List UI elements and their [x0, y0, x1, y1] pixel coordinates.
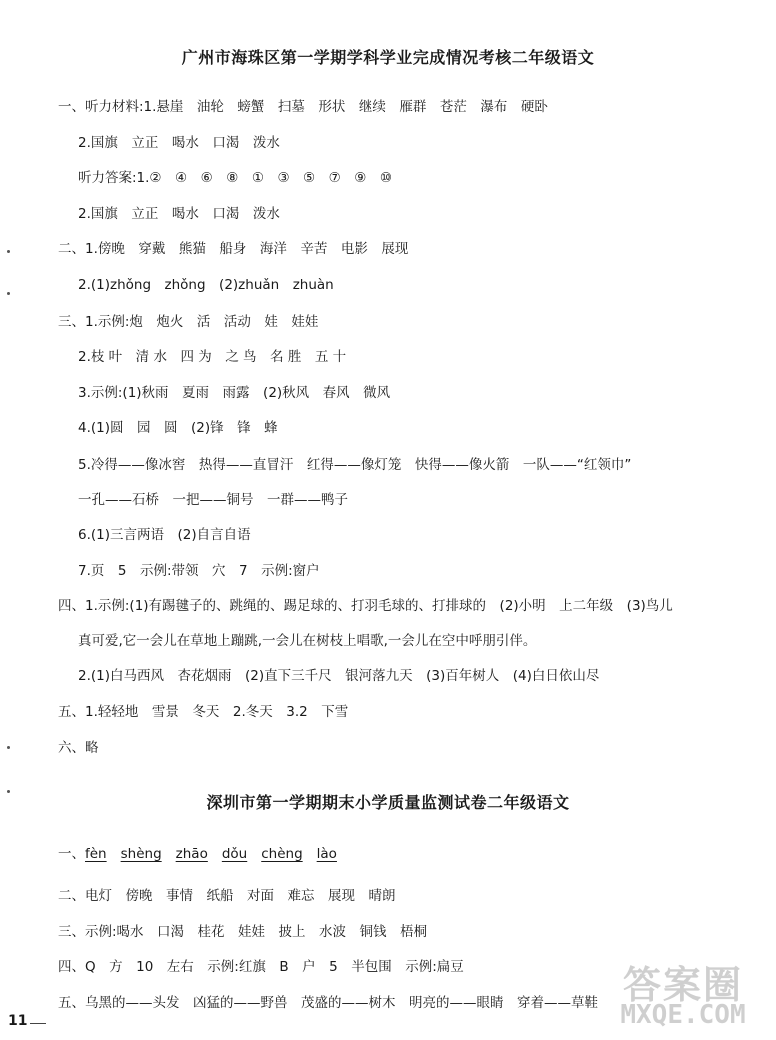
s1-line-4: 2.国旗 立正 喝水 口渴 泼水: [78, 206, 280, 222]
s1-line-2: 2.国旗 立正 喝水 口渴 泼水: [78, 135, 280, 151]
section2-title: 深圳市第一学期期末小学质量监测试卷二年级语文: [206, 793, 570, 812]
section1-title: 广州市海珠区第一学期学科学业完成情况考核二年级语文: [181, 48, 595, 67]
watermark-top-text: 答案圈: [622, 963, 743, 1007]
scan-mark: [7, 292, 10, 295]
s1-line-8: 2.枝 叶 清 水 四 为 之 鸟 名 胜 五 十: [78, 349, 347, 365]
s1-line-7: 三、1.示例:炮 炮火 活 活动 娃 娃娃: [58, 314, 319, 330]
watermark-logo: [598, 954, 768, 1036]
scan-mark: [7, 746, 10, 749]
s1-line-3: 听力答案:1.② ④ ⑥ ⑧ ① ③ ⑤ ⑦ ⑨ ⑩: [78, 170, 392, 186]
watermark-url-text: MXQE.COM: [620, 1000, 746, 1030]
s2-line-1: 二、电灯 傍晚 事情 纸船 对面 难忘 展现 晴朗: [58, 888, 396, 904]
s1-line-19: 六、略: [58, 740, 99, 756]
s2-pinyin-line: [58, 845, 351, 863]
s1-line-17: 2.(1)白马西风 杏花烟雨 (2)直下三千尺 银河落九天 (3)百年树人 (4)白日依山尽: [78, 668, 600, 684]
page-number-dash: [30, 1023, 46, 1024]
s1-line-6: 2.(1)zhǒng zhǒng (2)zhuǎn zhuàn: [78, 277, 334, 293]
s1-line-9: 3.示例:(1)秋雨 夏雨 雨露 (2)秋风 春风 微风: [78, 385, 391, 401]
pinyin-item: chèng: [261, 846, 303, 862]
s1-line-10: 4.(1)圆 园 圆 (2)锋 锋 蜂: [78, 420, 278, 436]
scan-mark: [7, 250, 10, 253]
pinyin-item: zhāo: [175, 846, 208, 862]
scan-mark: [7, 790, 10, 793]
s1-line-15: 四、1.示例:(1)有踢毽子的、跳绳的、踢足球的、打羽毛球的、打排球的 (2)小明 上二年级 (3)鸟儿: [58, 598, 673, 614]
s1-line-18: 五、1.轻轻地 雪景 冬天 2.冬天 3.2 下雪: [58, 704, 349, 720]
s1-line-14: 7.页 5 示例:带领 穴 7 示例:窗户: [78, 563, 320, 579]
pinyin-item: dǒu: [221, 846, 248, 862]
s2-line-2: 三、示例:喝水 口渴 桂花 娃娃 披上 水波 铜钱 梧桐: [58, 924, 428, 940]
s1-line-1: 一、听力材料:1.悬崖 油轮 螃蟹 扫墓 形状 继续 雁群 苍茫 瀑布 硬卧: [58, 99, 548, 115]
s1-line-11: 5.冷得——像冰窖 热得——直冒汗 红得——像灯笼 快得——像火箭 一队——“红领巾”: [78, 457, 632, 473]
page-number: 11: [8, 1013, 28, 1029]
s1-line-5: 二、1.傍晚 穿戴 熊猫 船身 海洋 辛苦 电影 展现: [58, 241, 409, 257]
s2-line-3: 四、Q 方 10 左右 示例:红旗 B 户 5 半包围 示例:扁豆: [58, 959, 464, 975]
s1-line-16: 真可爱,它一会儿在草地上蹦跳,一会儿在树枝上唱歌,一会儿在空中呼朋引伴。: [78, 633, 537, 649]
pinyin-item: fèn: [85, 846, 107, 862]
s1-line-12: 一孔——石桥 一把——铜号 一群——鸭子: [78, 492, 348, 508]
s1-line-13: 6.(1)三言两语 (2)自言自语: [78, 527, 251, 543]
pinyin-item: shèng: [120, 846, 162, 862]
s2-pinyin-prefix: 一、: [58, 846, 85, 862]
pinyin-item: lào: [316, 846, 337, 862]
s2-line-4: 五、乌黑的——头发 凶猛的——野兽 茂盛的——树木 明亮的——眼睛 穿着——草鞋: [58, 995, 598, 1011]
